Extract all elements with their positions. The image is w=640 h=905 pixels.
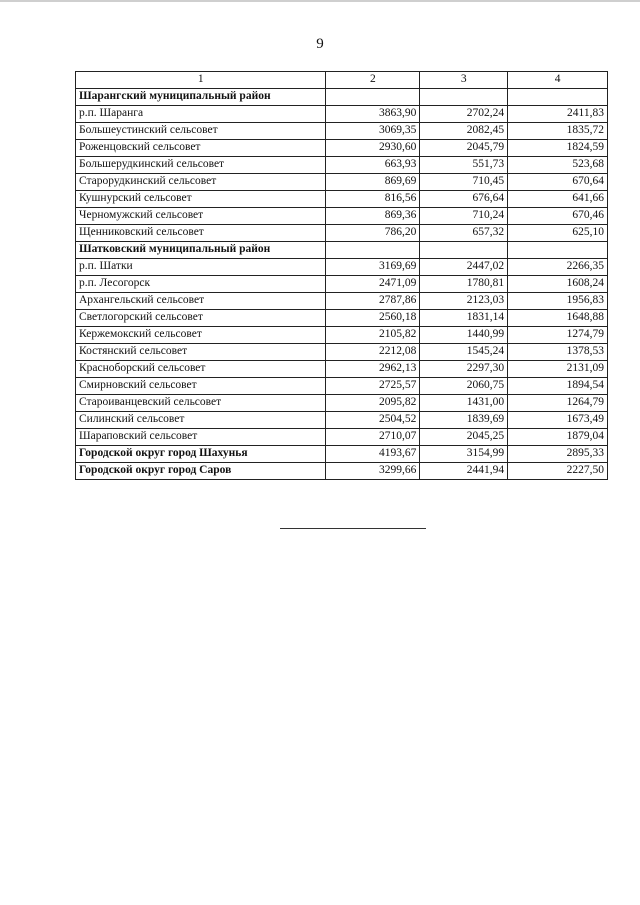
row-name: Большеустинский сельсовет — [76, 123, 326, 140]
value-col-3: 710,45 — [420, 174, 508, 191]
row-name: Смирновский сельсовет — [76, 378, 326, 395]
value-col-2: 2710,07 — [326, 429, 420, 446]
value-col-2: 4193,67 — [326, 446, 420, 463]
row-name: Архангельский сельсовет — [76, 293, 326, 310]
value-col-3: 2045,25 — [420, 429, 508, 446]
table-row — [76, 140, 608, 157]
value-col-2: 2787,86 — [326, 293, 420, 310]
value-col-2: 2504,52 — [326, 412, 420, 429]
value-col-4: 1894,54 — [508, 378, 608, 395]
table-row — [76, 293, 608, 310]
value-col-3: 2060,75 — [420, 378, 508, 395]
row-name: Городской округ город Шахунья — [76, 446, 326, 463]
row-name: Старорудкинский сельсовет — [76, 174, 326, 191]
value-col-2: 869,36 — [326, 208, 420, 225]
value-col-2: 3863,90 — [326, 106, 420, 123]
value-col-3: 551,73 — [420, 157, 508, 174]
empty-cell — [420, 242, 508, 259]
value-col-4: 2227,50 — [508, 463, 608, 480]
value-col-3: 1839,69 — [420, 412, 508, 429]
row-name: Роженцовский сельсовет — [76, 140, 326, 157]
row-name: Черномужский сельсовет — [76, 208, 326, 225]
column-header-4: 4 — [508, 72, 608, 89]
value-col-3: 2123,03 — [420, 293, 508, 310]
value-col-3: 2441,94 — [420, 463, 508, 480]
value-col-3: 2045,79 — [420, 140, 508, 157]
table-row — [76, 395, 608, 412]
closing-rule — [280, 528, 426, 529]
value-col-2: 3069,35 — [326, 123, 420, 140]
section-row — [76, 242, 608, 259]
value-col-4: 1378,53 — [508, 344, 608, 361]
row-name: Большерудкинский сельсовет — [76, 157, 326, 174]
header-row — [76, 72, 608, 89]
row-name: р.п. Шаранга — [76, 106, 326, 123]
table-row — [76, 276, 608, 293]
value-col-4: 670,64 — [508, 174, 608, 191]
value-col-3: 2447,02 — [420, 259, 508, 276]
column-header-2: 2 — [326, 72, 420, 89]
section-title: Шатковский муниципальный район — [76, 242, 326, 259]
value-col-4: 641,66 — [508, 191, 608, 208]
table-row — [76, 378, 608, 395]
table-row — [76, 259, 608, 276]
value-col-4: 2266,35 — [508, 259, 608, 276]
value-col-3: 1545,24 — [420, 344, 508, 361]
value-col-4: 670,46 — [508, 208, 608, 225]
value-col-3: 2297,30 — [420, 361, 508, 378]
row-name: Кержемокский сельсовет — [76, 327, 326, 344]
value-col-2: 2095,82 — [326, 395, 420, 412]
table-row — [76, 361, 608, 378]
value-col-3: 1440,99 — [420, 327, 508, 344]
empty-cell — [420, 89, 508, 106]
value-col-3: 2082,45 — [420, 123, 508, 140]
table-row — [76, 225, 608, 242]
value-col-4: 2411,83 — [508, 106, 608, 123]
value-col-3: 3154,99 — [420, 446, 508, 463]
value-col-3: 710,24 — [420, 208, 508, 225]
value-col-4: 1835,72 — [508, 123, 608, 140]
value-col-4: 1648,88 — [508, 310, 608, 327]
table-row — [76, 327, 608, 344]
column-header-1: 1 — [76, 72, 326, 89]
table-body — [76, 89, 608, 480]
value-col-3: 676,64 — [420, 191, 508, 208]
table-row — [76, 412, 608, 429]
value-col-3: 1831,14 — [420, 310, 508, 327]
value-col-2: 2212,08 — [326, 344, 420, 361]
value-col-4: 2131,09 — [508, 361, 608, 378]
page-number: 9 — [316, 36, 324, 52]
empty-cell — [508, 242, 608, 259]
empty-cell — [326, 89, 420, 106]
value-col-4: 1264,79 — [508, 395, 608, 412]
table-row — [76, 191, 608, 208]
value-col-3: 1780,81 — [420, 276, 508, 293]
value-col-2: 3169,69 — [326, 259, 420, 276]
value-col-4: 1956,83 — [508, 293, 608, 310]
table-row — [76, 208, 608, 225]
column-header-3: 3 — [420, 72, 508, 89]
value-col-2: 2962,13 — [326, 361, 420, 378]
empty-cell — [508, 89, 608, 106]
value-col-2: 2560,18 — [326, 310, 420, 327]
row-name: Силинский сельсовет — [76, 412, 326, 429]
row-name: Красноборский сельсовет — [76, 361, 326, 378]
table-row — [76, 429, 608, 446]
row-name: Кушнурский сельсовет — [76, 191, 326, 208]
value-col-2: 869,69 — [326, 174, 420, 191]
table-row — [76, 310, 608, 327]
value-col-2: 2105,82 — [326, 327, 420, 344]
value-col-2: 2471,09 — [326, 276, 420, 293]
row-name: Шараповский сельсовет — [76, 429, 326, 446]
value-col-2: 663,93 — [326, 157, 420, 174]
data-table — [75, 71, 608, 480]
table-row — [76, 344, 608, 361]
row-name: Староиванцевский сельсовет — [76, 395, 326, 412]
page-top-edge — [0, 0, 640, 2]
row-name: Городской округ город Саров — [76, 463, 326, 480]
row-name: Костянский сельсовет — [76, 344, 326, 361]
value-col-4: 1608,24 — [508, 276, 608, 293]
total-row — [76, 463, 608, 480]
section-row — [76, 89, 608, 106]
table-row — [76, 123, 608, 140]
table-row — [76, 157, 608, 174]
value-col-3: 1431,00 — [420, 395, 508, 412]
value-col-4: 1824,59 — [508, 140, 608, 157]
value-col-2: 816,56 — [326, 191, 420, 208]
section-title: Шарангский муниципальный район — [76, 89, 326, 106]
value-col-4: 1673,49 — [508, 412, 608, 429]
value-col-3: 657,32 — [420, 225, 508, 242]
total-row — [76, 446, 608, 463]
value-col-4: 523,68 — [508, 157, 608, 174]
row-name: р.п. Шатки — [76, 259, 326, 276]
value-col-2: 2725,57 — [326, 378, 420, 395]
value-col-3: 2702,24 — [420, 106, 508, 123]
value-col-4: 1879,04 — [508, 429, 608, 446]
table-row — [76, 174, 608, 191]
value-col-4: 1274,79 — [508, 327, 608, 344]
value-col-4: 625,10 — [508, 225, 608, 242]
value-col-2: 3299,66 — [326, 463, 420, 480]
value-col-2: 786,20 — [326, 225, 420, 242]
row-name: р.п. Лесогорск — [76, 276, 326, 293]
table-row — [76, 106, 608, 123]
row-name: Щенниковский сельсовет — [76, 225, 326, 242]
value-col-4: 2895,33 — [508, 446, 608, 463]
table-header — [76, 72, 608, 89]
value-col-2: 2930,60 — [326, 140, 420, 157]
empty-cell — [326, 242, 420, 259]
row-name: Светлогорский сельсовет — [76, 310, 326, 327]
